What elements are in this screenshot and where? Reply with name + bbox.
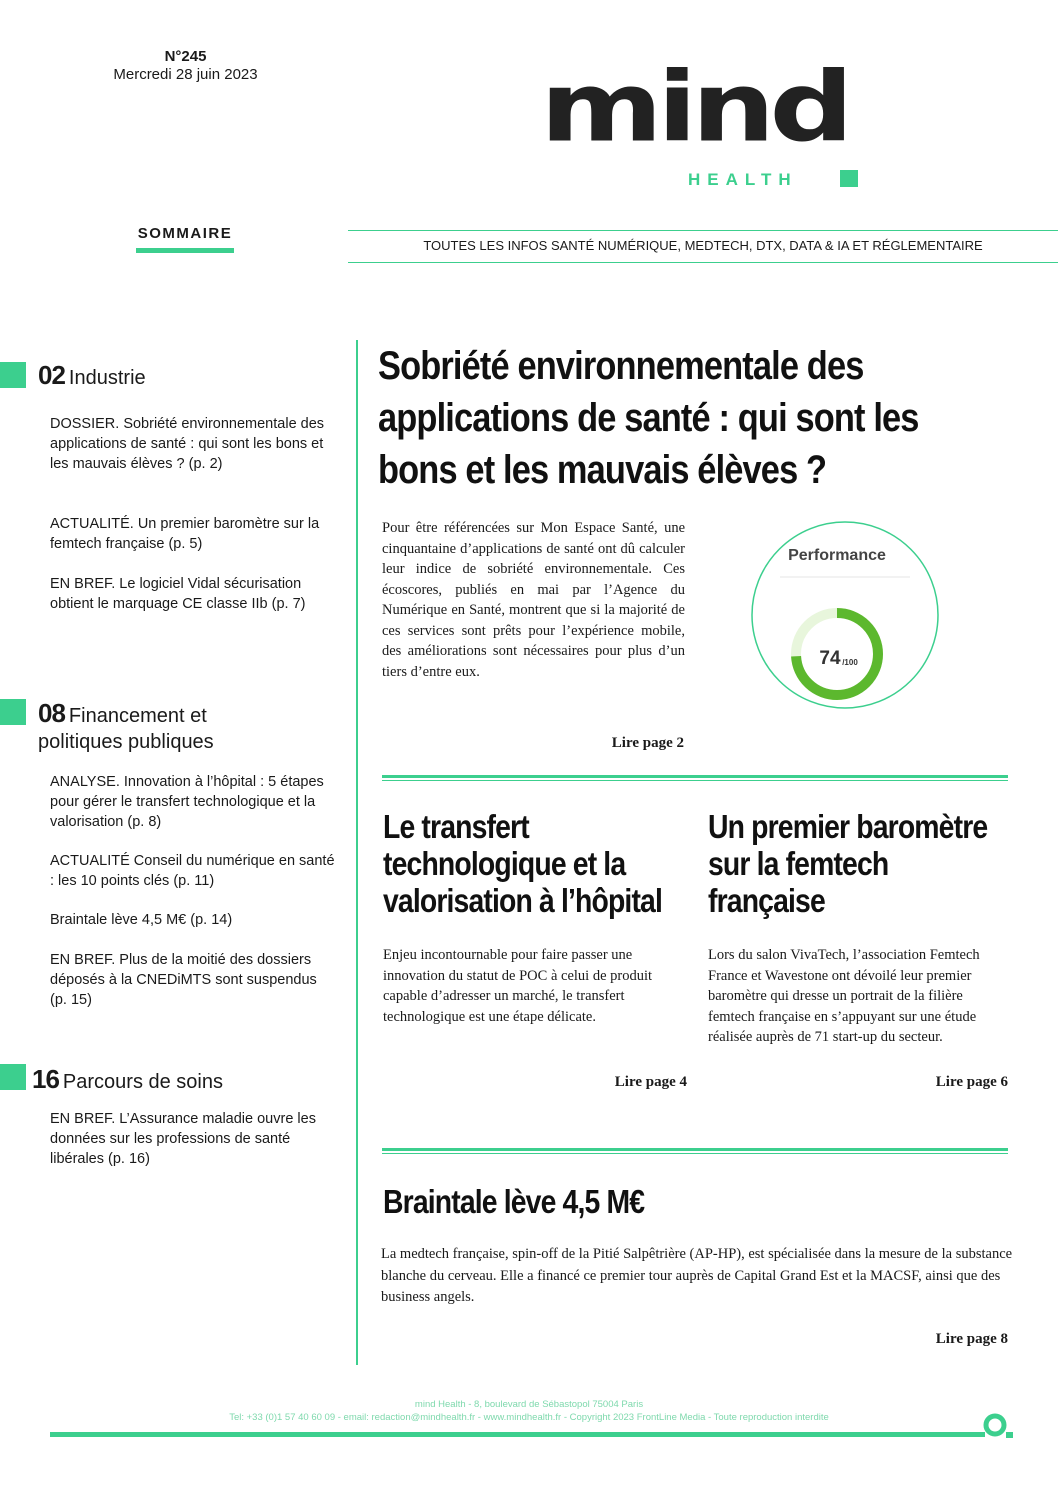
sidebar-item[interactable]: EN BREF. L’Assurance maladie ouvre les données sur les professions de santé libérales (p. 16) — [50, 1111, 316, 1167]
headline-line: sur la femtech — [708, 845, 889, 882]
read-more-link[interactable]: Lire page 2 — [611, 735, 684, 751]
headline-line: Sobriété environnementale des — [378, 344, 864, 388]
main-article-body: Pour être référencées sur Mon Espace Santé, une cinquantaine d’applications de santé ont dû calculer leur indice de sobriété environnementale. Ces écoscores, publiés en mai par l’Agence du Numérique en Santé, montrent que si la majorité de ces services sont prêts pour l’expérience mobile, des améliorations sont nécessaires pour plus d’un tiers d’entre eux. — [382, 520, 685, 680]
section-rule-thin — [382, 1153, 1008, 1154]
sidebar-item[interactable]: ANALYSE. Innovation à l’hôpital : 5 étapes pour gérer le transfert technologique et la valorisation (p. 8) — [50, 774, 324, 830]
logo-subtitle: HEALTH — [688, 170, 798, 189]
article-body-braintale: La medtech française, spin-off de la Pitié Salpêtrière (AP-HP), est spécialisée dans la mesure de la substance blanche du cerveau. Elle a financé ce premier tour auprès de Capital Grand Est et la MACSF, ainsi que des business angels. — [381, 1246, 1013, 1305]
headline-line: Le transfert — [383, 808, 529, 845]
headline-line: applications de santé : qui sont les — [378, 396, 919, 440]
section-number: 16 — [32, 1064, 59, 1094]
section-marker-icon — [0, 1064, 26, 1090]
section-title-industrie[interactable] — [38, 362, 146, 391]
sidebar-item[interactable]: EN BREF. Le logiciel Vidal sécurisation obtient le marquage CE classe IIb (p. 7) — [50, 576, 306, 612]
article-headline-femtech[interactable] — [708, 808, 1035, 919]
logo-square-icon — [840, 170, 858, 187]
footer-bar — [50, 1432, 985, 1437]
sidebar-item[interactable]: ACTUALITÉ. Un premier baromètre sur la femtech française (p. 5) — [50, 516, 320, 552]
headline-line: française — [708, 882, 825, 919]
article-body-femtech: Lors du salon VivaTech, l’association Femtech France et Wavestone ont dévoilé leur premier baromètre qui dresse un portrait de la filière femtech française en s’appuyant sur une étude réalisée auprès de 71 start-up du secteur. — [708, 947, 980, 1045]
gauge-label: Performance — [788, 547, 886, 564]
performance-gauge — [750, 520, 940, 710]
article-headline-transfert[interactable] — [383, 808, 710, 919]
section-number: 02 — [38, 360, 65, 390]
headline-line: valorisation à l’hôpital — [383, 882, 662, 919]
section-marker-icon — [0, 699, 26, 725]
footer-logo-icon — [982, 1412, 1016, 1442]
logo-wordmark: mind — [540, 50, 848, 164]
footer-contact: Tel: +33 (0)1 57 40 60 09 - email: redaction@mindhealth.fr - www.mindhealth.fr - Copyright 2023 FrontLine Media - Toute reproduction interdite — [229, 1412, 829, 1423]
headline-line: technologique et la — [383, 845, 626, 882]
footer-address: mind Health - 8, boulevard de Sébastopol 75004 Paris — [414, 1399, 644, 1410]
section-title-financement[interactable] — [38, 700, 338, 755]
article-body-transfert: Enjeu incontournable pour faire passer une innovation du statut de POC à celui de produit capable d’adresser un marché, le transfert technologique est une étape délicate. — [383, 947, 653, 1025]
sidebar-item[interactable]: EN BREF. Plus de la moitié des dossiers déposés à la CNEDiMTS sont suspendus (p. 15) — [50, 952, 317, 1008]
section-rule — [382, 775, 1008, 778]
headline-line: bons et les mauvais élèves ? — [378, 448, 827, 492]
headline-line: Un premier baromètre — [708, 808, 988, 845]
sommaire-underline — [136, 248, 234, 253]
sidebar-item[interactable]: ACTUALITÉ Conseil du numérique en santé : les 10 points clés (p. 11) — [50, 853, 335, 889]
sidebar-item[interactable]: DOSSIER. Sobriété environnementale des applications de santé : qui sont les bons et les mauvais élèves ? (p. 2) — [50, 416, 325, 472]
sommaire-heading: SOMMAIRE — [137, 225, 233, 242]
gauge-unit: /100 — [842, 658, 858, 667]
section-title-parcours[interactable] — [32, 1066, 223, 1095]
section-rule-thin — [382, 780, 1008, 781]
section-label: Parcours de soins — [62, 1071, 223, 1093]
read-more-link[interactable]: Lire page 4 — [614, 1074, 687, 1090]
issue-number: N°245 — [164, 48, 207, 65]
tagline: TOUTES LES INFOS SANTÉ NUMÉRIQUE, MEDTECH, DTX, DATA & IA ET RÉGLEMENTAIRE — [423, 238, 983, 253]
tagline-top-rule — [348, 230, 1058, 231]
article-headline-braintale[interactable]: Braintale lève 4,5 M€ — [383, 1183, 645, 1220]
section-number: 08 — [38, 698, 65, 728]
gauge-value: 74 — [819, 648, 841, 669]
section-rule — [382, 1148, 1008, 1151]
read-more-link[interactable]: Lire page 8 — [935, 1331, 1008, 1347]
column-divider — [356, 340, 358, 1365]
main-headline[interactable] — [378, 340, 980, 496]
read-more-link[interactable]: Lire page 6 — [935, 1074, 1008, 1090]
sidebar-item[interactable]: Braintale lève 4,5 M€ (p. 14) — [50, 912, 233, 928]
section-label: Industrie — [68, 367, 146, 389]
tagline-bottom-rule — [348, 262, 1058, 263]
section-label-line2: politiques publiques — [38, 731, 214, 753]
section-label: Financement et — [68, 705, 207, 727]
issue-date: Mercredi 28 juin 2023 — [113, 66, 258, 83]
section-marker-icon — [0, 362, 26, 388]
